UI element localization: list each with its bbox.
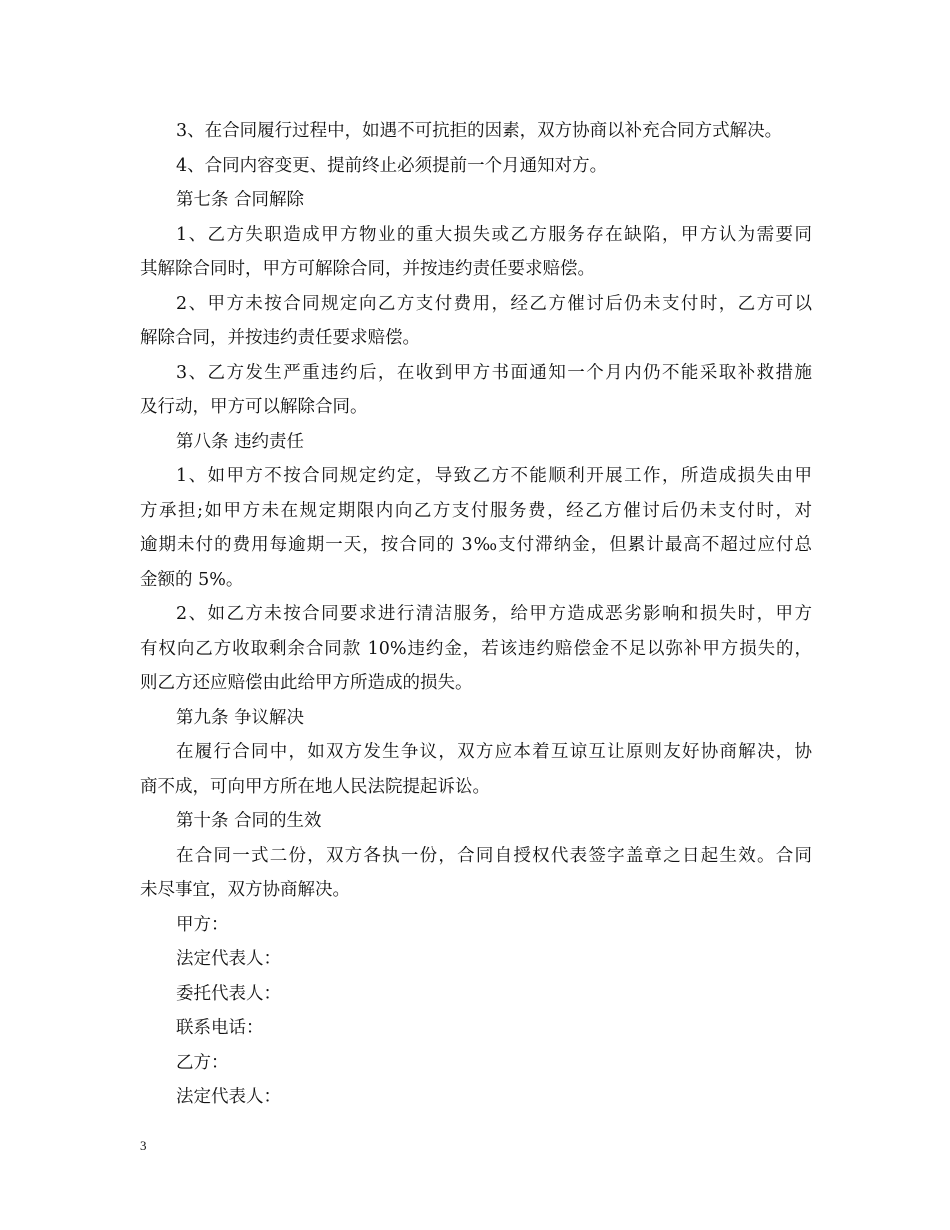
section-heading: 第九条 争议解决 [176,707,305,728]
signature-field-label: 法定代表人： [176,949,281,969]
signature-field-label: 乙方： [176,1052,229,1073]
signature-field-label: 甲方： [176,914,229,935]
text-line: 逾期未付的费用每逾期一天，按合同的 3‰支付滞纳金，但累计最高不超过应付总 [140,535,812,555]
section-heading: 第十条 合同的生效 [176,811,322,831]
text-line: 在合同一式二份，双方各执一份，合同自授权代表签字盖章之日起生效。合同 [176,845,812,866]
text-line: 其解除合同时，甲方可解除合同，并按违约责任要求赔偿。 [140,259,595,279]
text-line: 1、如甲方不按合同规定约定，导致乙方不能顺利开展工作，所造成损失由甲 [176,466,812,486]
signature-field-label: 联系电话： [176,1018,264,1038]
section-heading: 第七条 合同解除 [176,190,305,210]
text-line: 未尽事宜，双方协商解决。 [140,880,350,900]
signature-field-label: 委托代表人： [176,983,281,1004]
text-line: 3、在合同履行过程中，如遇不可抗拒的因素，双方协商以补充合同方式解决。 [176,121,783,141]
document-body [140,114,812,1115]
text-line: 有权向乙方收取剩余合同款 10%违约金，若该违约赔偿金不足以弥补甲方损失的， [140,638,812,659]
text-line: 在履行合同中，如双方发生争议，双方应本着互谅互让原则友好协商解决，协 [176,742,812,762]
section-heading: 第八条 违约责任 [176,431,305,452]
page-number: 3 [140,1138,147,1153]
text-line: 4、合同内容变更、提前终止必须提前一个月通知对方。 [176,155,608,176]
text-line: 解除合同，并按违约责任要求赔偿。 [140,328,420,348]
text-line: 商不成，可向甲方所在地人民法院提起诉讼。 [140,776,490,797]
text-line: 则乙方还应赔偿由此给甲方所造成的损失。 [140,673,473,693]
signature-field-label: 法定代表人： [176,1087,281,1107]
text-line: 2、如乙方未按合同要求进行清洁服务，给甲方造成恶劣影响和损失时，甲方 [176,604,812,624]
text-line: 2、甲方未按合同规定向乙方支付费用，经乙方催讨后仍未支付时，乙方可以 [176,293,812,314]
text-line: 方承担;如甲方未在规定期限内向乙方支付服务费，经乙方催讨后仍未支付时，对 [140,500,812,521]
text-line: 及行动，甲方可以解除合同。 [140,397,368,417]
text-line: 1、乙方失职造成甲方物业的重大损失或乙方服务存在缺陷，甲方认为需要同 [176,224,812,245]
text-line: 金额的 5%。 [140,569,244,590]
text-line: 3、乙方发生严重违约后，在收到甲方书面通知一个月内仍不能采取补救措施 [176,362,812,383]
